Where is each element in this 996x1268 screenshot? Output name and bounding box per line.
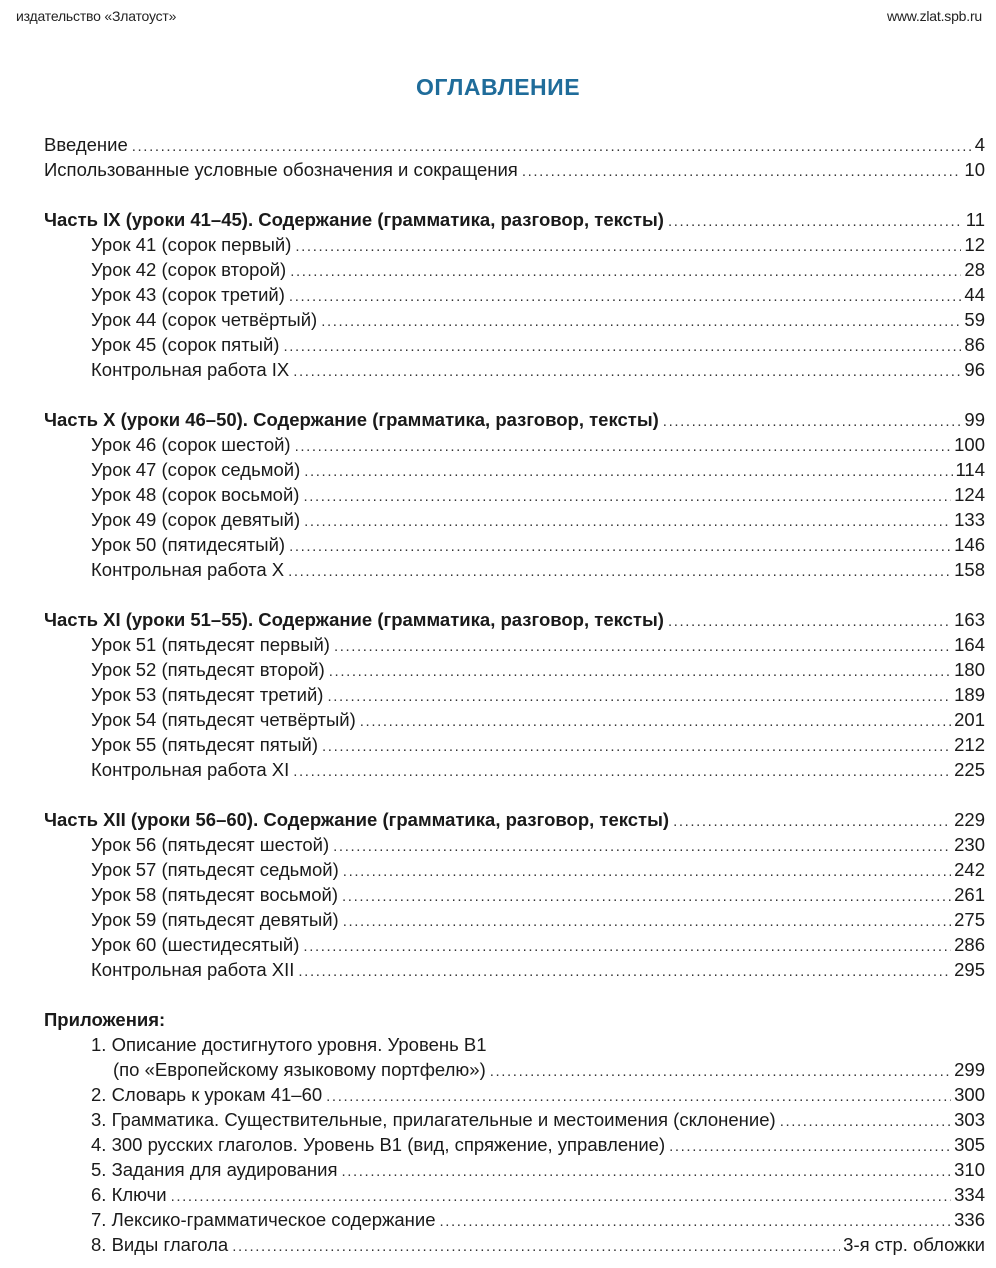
dot-leader xyxy=(440,1209,952,1234)
page-number: 158 xyxy=(954,559,985,580)
page-number: 146 xyxy=(954,534,985,555)
dot-leader xyxy=(283,334,961,359)
dot-leader xyxy=(293,759,951,784)
dot-leader xyxy=(295,234,961,259)
dot-leader xyxy=(304,509,951,534)
page-number: 59 xyxy=(964,309,985,330)
entry-label: Урок 59 (пятьдесят девятый) xyxy=(91,909,339,930)
dot-leader xyxy=(673,809,951,834)
page-number: 96 xyxy=(964,359,985,380)
toc-lesson-entry[interactable] xyxy=(44,332,985,357)
toc-lesson-entry[interactable] xyxy=(44,707,985,732)
publisher-name: издательство «Златоуст» xyxy=(16,8,177,24)
toc-lesson-entry[interactable] xyxy=(44,532,985,557)
toc-appendix-entry[interactable] xyxy=(44,1057,985,1082)
toc-lesson-entry[interactable] xyxy=(44,432,985,457)
toc-lesson-entry[interactable] xyxy=(44,857,985,882)
page-number: 163 xyxy=(954,609,985,630)
toc-appendix-entry[interactable] xyxy=(44,1182,985,1207)
entry-label: Урок 41 (сорок первый) xyxy=(91,234,292,255)
dot-leader xyxy=(321,309,961,334)
entry-label: Контрольная работа X xyxy=(91,559,285,580)
entry-label: Введение xyxy=(44,134,128,155)
dot-leader xyxy=(780,1109,951,1134)
dot-leader xyxy=(289,534,951,559)
toc-test-entry[interactable] xyxy=(44,957,985,982)
dot-leader xyxy=(295,434,952,459)
dot-leader xyxy=(343,909,951,934)
dot-leader xyxy=(298,959,951,984)
entry-label: Контрольная работа XI xyxy=(91,759,290,780)
dot-leader xyxy=(669,1134,951,1159)
page-number: 300 xyxy=(954,1084,985,1105)
toc-lesson-entry[interactable] xyxy=(44,932,985,957)
toc-lesson-entry[interactable] xyxy=(44,257,985,282)
dot-leader xyxy=(343,859,951,884)
toc-lesson-entry[interactable] xyxy=(44,282,985,307)
entry-label: 8. Виды глагола xyxy=(91,1234,229,1255)
toc-part-heading[interactable] xyxy=(44,207,985,232)
page-number: 86 xyxy=(964,334,985,355)
dot-leader xyxy=(232,1234,840,1259)
page-number: 336 xyxy=(954,1209,985,1230)
toc-entry-abbreviations[interactable] xyxy=(44,157,985,182)
page-number: 180 xyxy=(954,659,985,680)
page-number: 28 xyxy=(964,259,985,280)
appendices-heading: Приложения: xyxy=(44,1009,166,1030)
page-number: 11 xyxy=(965,209,985,230)
page-number: 12 xyxy=(964,234,985,255)
entry-label: Контрольная работа XII xyxy=(91,959,295,980)
page-number: 303 xyxy=(954,1109,985,1130)
page-number: 3-я стр. обложки xyxy=(843,1234,985,1255)
toc-appendix-entry[interactable] xyxy=(44,1107,985,1132)
dot-leader xyxy=(132,134,972,159)
dot-leader xyxy=(293,359,961,384)
entry-label: Урок 48 (сорок восьмой) xyxy=(91,484,300,505)
toc-test-entry[interactable] xyxy=(44,557,985,582)
page-number: 275 xyxy=(954,909,985,930)
dot-leader xyxy=(333,834,951,859)
toc-part-heading[interactable] xyxy=(44,807,985,832)
entry-label: Урок 60 (шестидесятый) xyxy=(91,934,300,955)
entry-label: Урок 55 (пятьдесят пятый) xyxy=(91,734,319,755)
entry-label: 1. Описание достигнутого уровня. Уровень В1 xyxy=(91,1034,487,1055)
page-number: 310 xyxy=(954,1159,985,1180)
toc-lesson-entry[interactable] xyxy=(44,232,985,257)
entry-label: Урок 51 (пятьдесят первый) xyxy=(91,634,330,655)
page-number: 212 xyxy=(954,734,985,755)
page-title: ОГЛАВЛЕНИЕ xyxy=(415,74,581,100)
page-number: 295 xyxy=(954,959,985,980)
dot-leader xyxy=(668,209,963,234)
entry-label: Урок 47 (сорок седьмой) xyxy=(91,459,301,480)
website-link[interactable]: www.zlat.spb.ru xyxy=(886,8,982,24)
page-number: 229 xyxy=(954,809,985,830)
page-number: 334 xyxy=(954,1184,985,1205)
table-of-contents xyxy=(44,132,985,1257)
toc-lesson-entry[interactable] xyxy=(44,682,985,707)
entry-label: Урок 45 (сорок пятый) xyxy=(91,334,280,355)
page-number: 100 xyxy=(954,434,985,455)
toc-appendix-entry[interactable] xyxy=(44,1157,985,1182)
entry-label: Часть XI (уроки 51–55). Содержание (грамматика, разговор, тексты) xyxy=(44,609,664,630)
dot-leader xyxy=(342,884,951,909)
page-number: 133 xyxy=(954,509,985,530)
dot-leader xyxy=(303,484,951,509)
page-number: 242 xyxy=(954,859,985,880)
entry-label: Урок 50 (пятидесятый) xyxy=(91,534,286,555)
entry-label: Часть X (уроки 46–50). Содержание (грамматика, разговор, тексты) xyxy=(44,409,659,430)
entry-label: Урок 58 (пятьдесят восьмой) xyxy=(91,884,339,905)
page-number: 99 xyxy=(964,409,985,430)
dot-leader xyxy=(334,634,951,659)
page-number: 10 xyxy=(964,159,985,180)
toc-entry-introduction[interactable] xyxy=(44,132,985,157)
dot-leader xyxy=(304,459,952,484)
dot-leader xyxy=(522,159,962,184)
dot-leader xyxy=(171,1184,952,1209)
toc-lesson-entry[interactable] xyxy=(44,507,985,532)
page-number: 305 xyxy=(954,1134,985,1155)
page-number: 286 xyxy=(954,934,985,955)
entry-label: 7. Лексико-грамматическое содержание xyxy=(91,1209,436,1230)
toc-appendix-entry[interactable] xyxy=(44,1207,985,1232)
entry-label: 4. 300 русских глаголов. Уровень В1 (вид, спряжение, управление) xyxy=(91,1134,666,1155)
toc-part-heading[interactable] xyxy=(44,607,985,632)
dot-leader xyxy=(663,409,962,434)
entry-label: Урок 49 (сорок девятый) xyxy=(91,509,301,530)
page-number: 201 xyxy=(954,709,985,730)
page-number: 114 xyxy=(955,459,985,480)
entry-label: Урок 53 (пятьдесят третий) xyxy=(91,684,324,705)
toc-lesson-entry[interactable] xyxy=(44,882,985,907)
entry-label: Урок 54 (пятьдесят четвёртый) xyxy=(91,709,356,730)
entry-label: Часть XII (уроки 56–60). Содержание (грамматика, разговор, тексты) xyxy=(44,809,670,830)
dot-leader xyxy=(668,609,951,634)
entry-label: 3. Грамматика. Существительные, прилагательные и местоимения (склонение) xyxy=(91,1109,776,1130)
entry-label: Урок 44 (сорок четвёртый) xyxy=(91,309,318,330)
dot-leader xyxy=(326,1084,951,1109)
dot-leader xyxy=(490,1059,951,1084)
dot-leader xyxy=(327,684,951,709)
page-number: 261 xyxy=(954,884,985,905)
entry-label: Урок 42 (сорок второй) xyxy=(91,259,287,280)
entry-label: (по «Европейскому языковому портфелю») xyxy=(113,1059,486,1080)
entry-label: 5. Задания для аудирования xyxy=(91,1159,338,1180)
entry-label: Урок 52 (пятьдесят второй) xyxy=(91,659,325,680)
page-number: 124 xyxy=(954,484,985,505)
entry-label: Часть IX (уроки 41–45). Содержание (грамматика, разговор, тексты) xyxy=(44,209,664,230)
toc-lesson-entry[interactable] xyxy=(44,307,985,332)
toc-lesson-entry[interactable] xyxy=(44,907,985,932)
toc-part-heading[interactable] xyxy=(44,407,985,432)
page-number: 164 xyxy=(954,634,985,655)
toc-lesson-entry[interactable] xyxy=(44,482,985,507)
toc-appendix-entry[interactable] xyxy=(44,1082,985,1107)
entry-label: Урок 57 (пятьдесят седьмой) xyxy=(91,859,339,880)
toc-lesson-entry[interactable] xyxy=(44,657,985,682)
entry-label: Контрольная работа IX xyxy=(91,359,290,380)
toc-lesson-entry[interactable] xyxy=(44,732,985,757)
page-number: 225 xyxy=(954,759,985,780)
entry-label: Урок 56 (пятьдесят шестой) xyxy=(91,834,330,855)
dot-leader xyxy=(288,559,951,584)
page-number: 230 xyxy=(954,834,985,855)
dot-leader xyxy=(290,259,961,284)
dot-leader xyxy=(360,709,951,734)
entry-label: 2. Словарь к урокам 41–60 xyxy=(91,1084,323,1105)
toc-appendix-entry[interactable] xyxy=(44,1232,985,1257)
toc-lesson-entry[interactable] xyxy=(44,457,985,482)
toc-lesson-entry[interactable] xyxy=(44,832,985,857)
toc-lesson-entry[interactable] xyxy=(44,632,985,657)
toc-test-entry[interactable] xyxy=(44,357,985,382)
dot-leader xyxy=(322,734,951,759)
dot-leader xyxy=(341,1159,951,1184)
entry-label: Урок 43 (сорок третий) xyxy=(91,284,285,305)
entry-label: 6. Ключи xyxy=(91,1184,167,1205)
entry-label: Использованные условные обозначения и сокращения xyxy=(44,159,518,180)
dot-leader xyxy=(289,284,962,309)
page-number: 299 xyxy=(954,1059,985,1080)
toc-appendix-entry-line1[interactable] xyxy=(44,1032,985,1057)
page-number: 4 xyxy=(974,134,985,155)
page-number: 189 xyxy=(954,684,985,705)
toc-test-entry[interactable] xyxy=(44,757,985,782)
dot-leader xyxy=(329,659,951,684)
toc-appendix-entry[interactable] xyxy=(44,1132,985,1157)
entry-label: Урок 46 (сорок шестой) xyxy=(91,434,291,455)
dot-leader xyxy=(303,934,951,959)
page-number: 44 xyxy=(964,284,985,305)
